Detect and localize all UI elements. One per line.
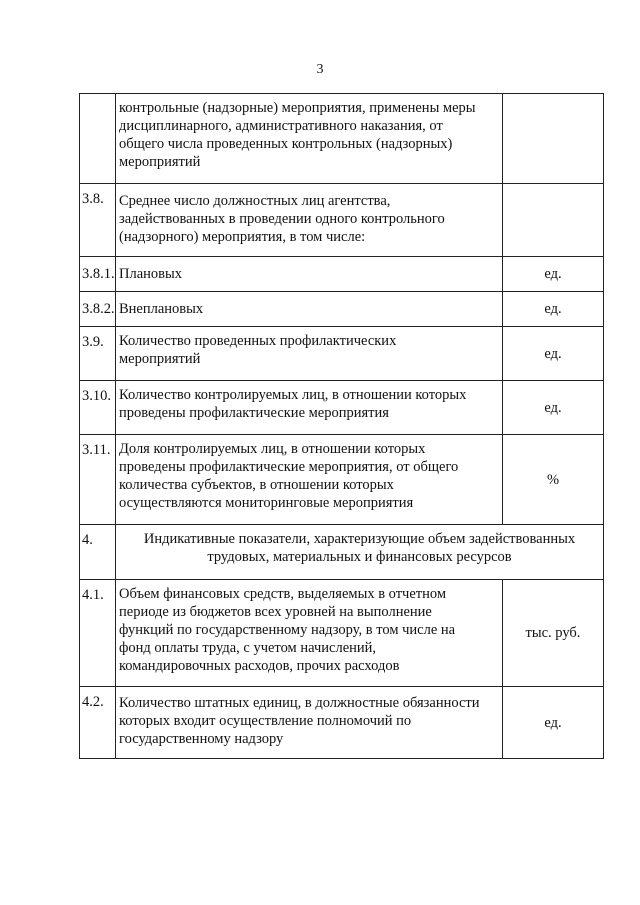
table-row <box>80 435 604 525</box>
desc-line: периоде из бюджетов всех уровней на выполнение <box>119 604 432 620</box>
desc-line: Доля контролируемых лиц, в отношении которых <box>119 441 426 457</box>
row-unit: ед. <box>503 327 604 381</box>
row-unit: тыс. руб. <box>503 580 604 687</box>
desc-line: проведены профилактические мероприятия <box>119 405 389 421</box>
desc-line: проведены профилактические мероприятия, от общего <box>119 459 459 475</box>
row-number: 3.8.2. <box>80 292 116 327</box>
row-number: 3.8. <box>80 184 116 257</box>
row-description <box>116 292 503 327</box>
row-description <box>116 580 503 687</box>
desc-line: Количество контролируемых лиц, в отношении которых <box>119 387 467 403</box>
row-number: 3.9. <box>80 327 116 381</box>
row-number: 4. <box>80 525 116 580</box>
row-number: 4.1. <box>80 580 116 687</box>
desc-line: функций по государственному надзору, в том числе на <box>119 622 456 638</box>
row-description <box>116 327 503 381</box>
table-row <box>80 327 604 381</box>
desc-line: командировочных расходов, прочих расходов <box>119 658 400 674</box>
row-unit <box>503 94 604 184</box>
table-row <box>80 94 604 184</box>
row-unit: ед. <box>503 687 604 759</box>
table-row <box>80 687 604 759</box>
row-number: 3.10. <box>80 381 116 435</box>
desc-line: мероприятий <box>119 351 201 367</box>
table-row <box>80 292 604 327</box>
desc-line: Внеплановых <box>119 301 204 317</box>
desc-line: мероприятий <box>119 154 201 170</box>
row-description <box>116 94 503 184</box>
desc-line: количества субъектов, в отношении которых <box>119 477 394 493</box>
desc-line: Количество штатных единиц, в должностные обязанности <box>119 695 480 711</box>
row-number: 3.8.1. <box>80 257 116 292</box>
desc-line: дисциплинарного, административного наказания, от <box>119 118 443 134</box>
desc-line: Количество проведенных профилактических <box>119 333 397 349</box>
page-number: 3 <box>316 62 324 77</box>
row-number <box>80 94 116 184</box>
table-row <box>80 381 604 435</box>
indicators-table <box>79 93 604 759</box>
table-row <box>80 257 604 292</box>
desc-line: Среднее число должностных лиц агентства, <box>119 193 391 209</box>
desc-line: общего числа проведенных контрольных (надзорных) <box>119 136 453 152</box>
row-description <box>116 381 503 435</box>
desc-line: задействованных в проведении одного контрольного <box>119 211 445 227</box>
desc-line: Объем финансовых средств, выделяемых в отчетном <box>119 586 447 602</box>
desc-line: осуществляются мониторинговые мероприятия <box>119 495 414 511</box>
row-description <box>116 435 503 525</box>
row-unit: ед. <box>503 292 604 327</box>
desc-line: которых входит осуществление полномочий по <box>119 713 412 729</box>
row-number: 3.11. <box>80 435 116 525</box>
desc-line: (надзорного) мероприятия, в том числе: <box>119 229 366 245</box>
desc-line: Плановых <box>119 266 182 282</box>
table-row <box>80 184 604 257</box>
row-unit: % <box>503 435 604 525</box>
row-description <box>116 257 503 292</box>
desc-line: фонд оплаты труда, с учетом начислений, <box>119 640 377 656</box>
row-unit: ед. <box>503 257 604 292</box>
row-description <box>116 687 503 759</box>
row-description <box>116 184 503 257</box>
table-row <box>80 580 604 687</box>
desc-line: государственному надзору <box>119 731 284 747</box>
row-unit: ед. <box>503 381 604 435</box>
row-number: 4.2. <box>80 687 116 759</box>
row-unit <box>503 184 604 257</box>
desc-line: контрольные (надзорные) мероприятия, применены меры <box>119 100 476 116</box>
section-heading-row <box>80 525 604 580</box>
section-heading: Индикативные показатели, характеризующие объем задействованных трудовых, материальных и финансовых ресурсов <box>116 525 604 580</box>
